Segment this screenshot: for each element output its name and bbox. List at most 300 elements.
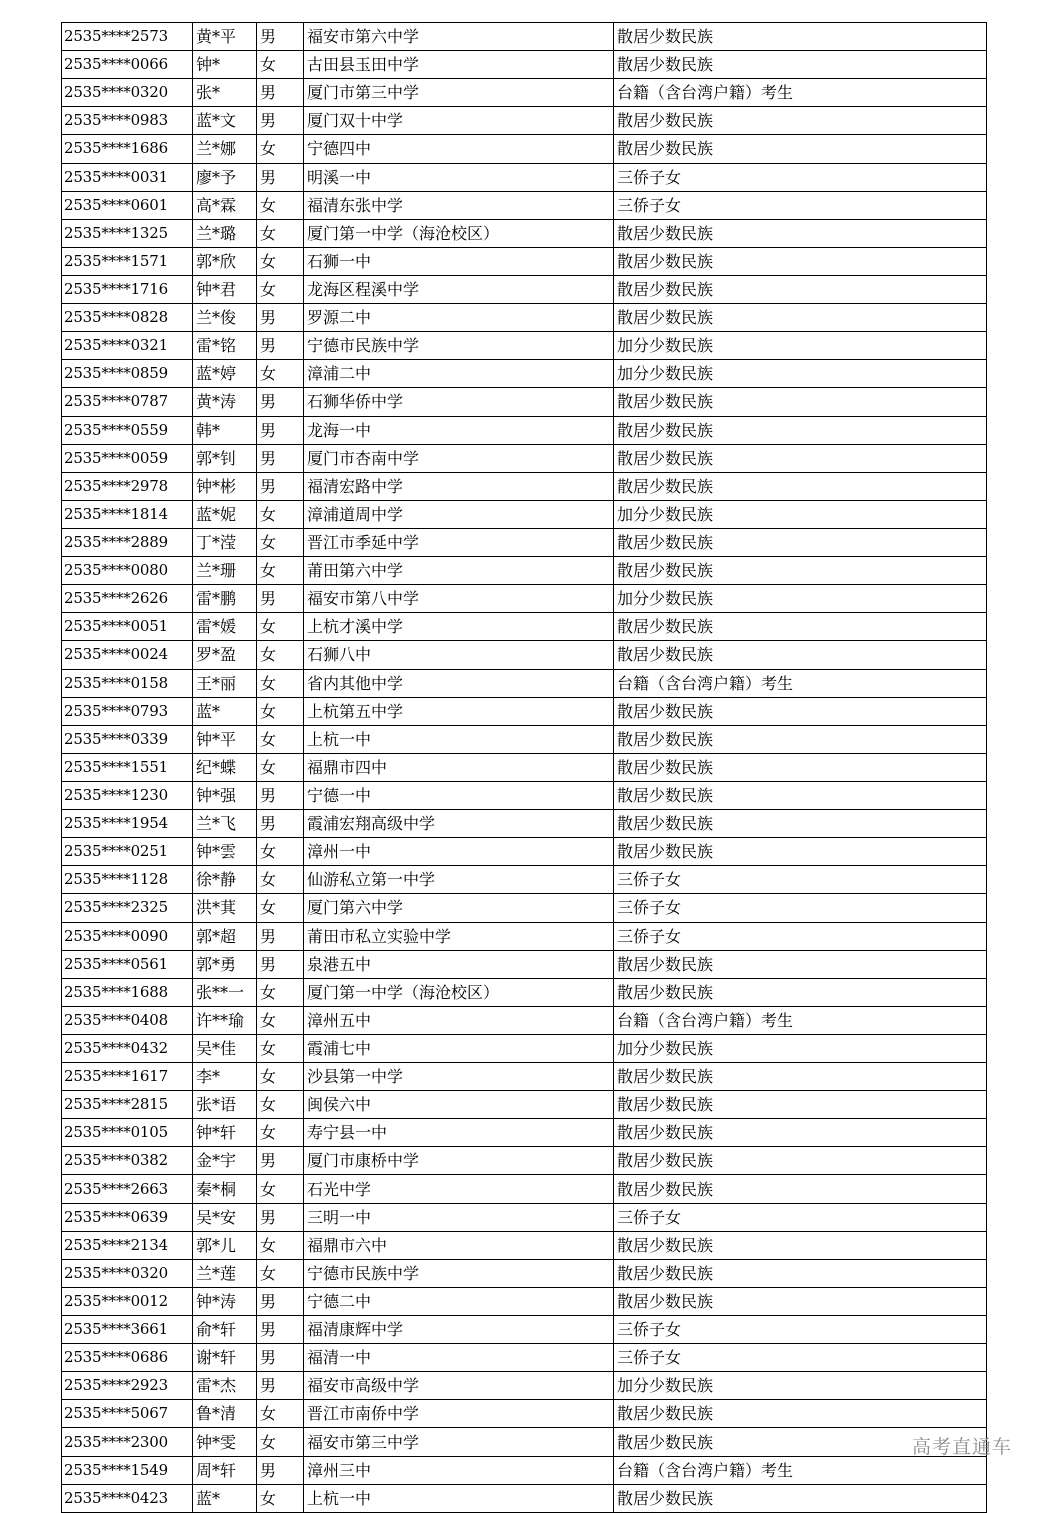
sex-cell: 女 xyxy=(257,1119,304,1147)
name-cell: 罗*盈 xyxy=(193,641,257,669)
name-cell: 郭*儿 xyxy=(193,1231,257,1259)
table-row xyxy=(62,894,987,922)
category-cell: 散居少数民族 xyxy=(614,557,987,585)
exam-id-cell: 2535****0080 xyxy=(62,557,193,585)
table-row xyxy=(62,950,987,978)
category-cell: 三侨子女 xyxy=(614,866,987,894)
exam-id-cell: 2535****2815 xyxy=(62,1091,193,1119)
name-cell: 雷*杰 xyxy=(193,1372,257,1400)
exam-id-cell: 2535****2573 xyxy=(62,23,193,51)
sex-cell: 女 xyxy=(257,1091,304,1119)
table-row xyxy=(62,1091,987,1119)
table-row xyxy=(62,472,987,500)
name-cell: 蓝* xyxy=(193,697,257,725)
table-row xyxy=(62,1400,987,1428)
school-cell: 福安市第三中学 xyxy=(304,1428,614,1456)
school-cell: 福鼎市四中 xyxy=(304,753,614,781)
category-cell: 散居少数民族 xyxy=(614,697,987,725)
school-cell: 厦门第一中学（海沧校区） xyxy=(304,978,614,1006)
sex-cell: 男 xyxy=(257,1316,304,1344)
school-cell: 省内其他中学 xyxy=(304,669,614,697)
sex-cell: 女 xyxy=(257,528,304,556)
exam-id-cell: 2535****1325 xyxy=(62,219,193,247)
exam-id-cell: 2535****1571 xyxy=(62,247,193,275)
school-cell: 厦门市第三中学 xyxy=(304,79,614,107)
school-cell: 漳浦二中 xyxy=(304,360,614,388)
sex-cell: 女 xyxy=(257,1400,304,1428)
category-cell: 散居少数民族 xyxy=(614,1428,987,1456)
sex-cell: 男 xyxy=(257,79,304,107)
sex-cell: 男 xyxy=(257,1147,304,1175)
sex-cell: 女 xyxy=(257,641,304,669)
exam-id-cell: 2535****3661 xyxy=(62,1316,193,1344)
name-cell: 张**一 xyxy=(193,978,257,1006)
name-cell: 金*宇 xyxy=(193,1147,257,1175)
name-cell: 吴*安 xyxy=(193,1203,257,1231)
category-cell: 散居少数民族 xyxy=(614,1147,987,1175)
exam-id-cell: 2535****0320 xyxy=(62,1259,193,1287)
sex-cell: 男 xyxy=(257,416,304,444)
category-cell: 散居少数民族 xyxy=(614,107,987,135)
table-row xyxy=(62,1372,987,1400)
table-row xyxy=(62,247,987,275)
exam-id-cell: 2535****0408 xyxy=(62,1006,193,1034)
school-cell: 三明一中 xyxy=(304,1203,614,1231)
table-row xyxy=(62,697,987,725)
exam-id-cell: 2535****1551 xyxy=(62,753,193,781)
category-cell: 三侨子女 xyxy=(614,163,987,191)
name-cell: 蓝* xyxy=(193,1484,257,1512)
category-cell: 散居少数民族 xyxy=(614,950,987,978)
school-cell: 石狮华侨中学 xyxy=(304,388,614,416)
exam-id-cell: 2535****1128 xyxy=(62,866,193,894)
category-cell: 散居少数民族 xyxy=(614,725,987,753)
exam-id-cell: 2535****0828 xyxy=(62,304,193,332)
sex-cell: 女 xyxy=(257,1484,304,1512)
exam-id-cell: 2535****0321 xyxy=(62,332,193,360)
exam-id-cell: 2535****0793 xyxy=(62,697,193,725)
school-cell: 漳州三中 xyxy=(304,1456,614,1484)
school-cell: 福清宏路中学 xyxy=(304,472,614,500)
name-cell: 郭*勇 xyxy=(193,950,257,978)
sex-cell: 男 xyxy=(257,444,304,472)
table-row xyxy=(62,416,987,444)
sex-cell: 男 xyxy=(257,472,304,500)
school-cell: 晋江市南侨中学 xyxy=(304,1400,614,1428)
school-cell: 闽侯六中 xyxy=(304,1091,614,1119)
school-cell: 福安市第六中学 xyxy=(304,23,614,51)
sex-cell: 女 xyxy=(257,1175,304,1203)
sex-cell: 女 xyxy=(257,51,304,79)
table-row xyxy=(62,922,987,950)
category-cell: 散居少数民族 xyxy=(614,304,987,332)
exam-id-cell: 2535****0320 xyxy=(62,79,193,107)
school-cell: 漳州一中 xyxy=(304,838,614,866)
category-cell: 散居少数民族 xyxy=(614,219,987,247)
category-cell: 三侨子女 xyxy=(614,1316,987,1344)
name-cell: 廖*予 xyxy=(193,163,257,191)
table-row xyxy=(62,1259,987,1287)
exam-id-cell: 2535****0601 xyxy=(62,191,193,219)
category-cell: 散居少数民族 xyxy=(614,753,987,781)
name-cell: 钟*雯 xyxy=(193,1428,257,1456)
sex-cell: 女 xyxy=(257,978,304,1006)
table-row xyxy=(62,781,987,809)
watermark-text: 高考直通车 xyxy=(912,1436,1013,1458)
exam-id-cell: 2535****1549 xyxy=(62,1456,193,1484)
exam-id-cell: 2535****0339 xyxy=(62,725,193,753)
category-cell: 台籍（含台湾户籍）考生 xyxy=(614,1006,987,1034)
sex-cell: 男 xyxy=(257,1456,304,1484)
name-cell: 蓝*妮 xyxy=(193,500,257,528)
category-cell: 台籍（含台湾户籍）考生 xyxy=(614,79,987,107)
table-row xyxy=(62,1231,987,1259)
category-cell: 散居少数民族 xyxy=(614,1091,987,1119)
category-cell: 散居少数民族 xyxy=(614,1400,987,1428)
sex-cell: 女 xyxy=(257,753,304,781)
name-cell: 蓝*婷 xyxy=(193,360,257,388)
exam-id-cell: 2535****2300 xyxy=(62,1428,193,1456)
table-row xyxy=(62,1034,987,1062)
category-cell: 三侨子女 xyxy=(614,1203,987,1231)
name-cell: 雷*铭 xyxy=(193,332,257,360)
category-cell: 散居少数民族 xyxy=(614,1063,987,1091)
sex-cell: 男 xyxy=(257,107,304,135)
table-row xyxy=(62,1175,987,1203)
sex-cell: 男 xyxy=(257,1203,304,1231)
category-cell: 散居少数民族 xyxy=(614,388,987,416)
school-cell: 漳浦道周中学 xyxy=(304,500,614,528)
name-cell: 黄*涛 xyxy=(193,388,257,416)
name-cell: 周*轩 xyxy=(193,1456,257,1484)
school-cell: 龙海一中 xyxy=(304,416,614,444)
table-row xyxy=(62,444,987,472)
table-row xyxy=(62,838,987,866)
exam-id-cell: 2535****0251 xyxy=(62,838,193,866)
school-cell: 寿宁县一中 xyxy=(304,1119,614,1147)
school-cell: 石狮一中 xyxy=(304,247,614,275)
name-cell: 钟*雲 xyxy=(193,838,257,866)
sex-cell: 男 xyxy=(257,950,304,978)
table-row xyxy=(62,557,987,585)
exam-id-cell: 2535****1716 xyxy=(62,275,193,303)
category-cell: 加分少数民族 xyxy=(614,332,987,360)
school-cell: 漳州五中 xyxy=(304,1006,614,1034)
exam-id-cell: 2535****1814 xyxy=(62,500,193,528)
school-cell: 福清一中 xyxy=(304,1344,614,1372)
name-cell: 徐*静 xyxy=(193,866,257,894)
student-table-body xyxy=(62,23,987,1513)
sex-cell: 女 xyxy=(257,1063,304,1091)
category-cell: 散居少数民族 xyxy=(614,1175,987,1203)
school-cell: 宁德市民族中学 xyxy=(304,332,614,360)
exam-id-cell: 2535****2134 xyxy=(62,1231,193,1259)
table-row xyxy=(62,51,987,79)
sex-cell: 男 xyxy=(257,304,304,332)
table-row xyxy=(62,1006,987,1034)
exam-id-cell: 2535****0983 xyxy=(62,107,193,135)
table-row xyxy=(62,500,987,528)
category-cell: 散居少数民族 xyxy=(614,978,987,1006)
table-row xyxy=(62,79,987,107)
name-cell: 钟*彬 xyxy=(193,472,257,500)
sex-cell: 女 xyxy=(257,191,304,219)
exam-id-cell: 2535****1686 xyxy=(62,135,193,163)
category-cell: 散居少数民族 xyxy=(614,472,987,500)
name-cell: 丁*滢 xyxy=(193,528,257,556)
category-cell: 台籍（含台湾户籍）考生 xyxy=(614,669,987,697)
exam-id-cell: 2535****0432 xyxy=(62,1034,193,1062)
sex-cell: 女 xyxy=(257,247,304,275)
exam-id-cell: 2535****0559 xyxy=(62,416,193,444)
name-cell: 兰*俊 xyxy=(193,304,257,332)
sex-cell: 女 xyxy=(257,1034,304,1062)
sex-cell: 女 xyxy=(257,613,304,641)
exam-id-cell: 2535****0059 xyxy=(62,444,193,472)
exam-id-cell: 2535****1688 xyxy=(62,978,193,1006)
name-cell: 蓝*文 xyxy=(193,107,257,135)
name-cell: 韩* xyxy=(193,416,257,444)
name-cell: 鲁*清 xyxy=(193,1400,257,1428)
table-row xyxy=(62,528,987,556)
student-list-sheet xyxy=(61,22,987,1513)
table-row xyxy=(62,1484,987,1512)
category-cell: 加分少数民族 xyxy=(614,500,987,528)
category-cell: 散居少数民族 xyxy=(614,1484,987,1512)
table-row xyxy=(62,304,987,332)
table-row xyxy=(62,866,987,894)
sex-cell: 女 xyxy=(257,135,304,163)
school-cell: 厦门市杏南中学 xyxy=(304,444,614,472)
school-cell: 厦门第六中学 xyxy=(304,894,614,922)
name-cell: 钟*平 xyxy=(193,725,257,753)
category-cell: 加分少数民族 xyxy=(614,1034,987,1062)
exam-id-cell: 2535****2889 xyxy=(62,528,193,556)
category-cell: 加分少数民族 xyxy=(614,585,987,613)
name-cell: 钟*轩 xyxy=(193,1119,257,1147)
category-cell: 散居少数民族 xyxy=(614,810,987,838)
category-cell: 三侨子女 xyxy=(614,922,987,950)
table-row xyxy=(62,275,987,303)
school-cell: 上杭才溪中学 xyxy=(304,613,614,641)
table-row xyxy=(62,1456,987,1484)
school-cell: 莆田第六中学 xyxy=(304,557,614,585)
school-cell: 厦门双十中学 xyxy=(304,107,614,135)
sex-cell: 男 xyxy=(257,23,304,51)
category-cell: 散居少数民族 xyxy=(614,1231,987,1259)
school-cell: 福清东张中学 xyxy=(304,191,614,219)
category-cell: 散居少数民族 xyxy=(614,135,987,163)
school-cell: 石狮八中 xyxy=(304,641,614,669)
name-cell: 谢*轩 xyxy=(193,1344,257,1372)
name-cell: 许**瑜 xyxy=(193,1006,257,1034)
table-row xyxy=(62,107,987,135)
category-cell: 散居少数民族 xyxy=(614,641,987,669)
exam-id-cell: 2535****5067 xyxy=(62,1400,193,1428)
school-cell: 福安市高级中学 xyxy=(304,1372,614,1400)
exam-id-cell: 2535****0859 xyxy=(62,360,193,388)
sex-cell: 女 xyxy=(257,1231,304,1259)
table-row xyxy=(62,23,987,51)
name-cell: 张*语 xyxy=(193,1091,257,1119)
name-cell: 兰*飞 xyxy=(193,810,257,838)
category-cell: 加分少数民族 xyxy=(614,360,987,388)
name-cell: 郭*欣 xyxy=(193,247,257,275)
exam-id-cell: 2535****0090 xyxy=(62,922,193,950)
exam-id-cell: 2535****0686 xyxy=(62,1344,193,1372)
table-row xyxy=(62,1316,987,1344)
sex-cell: 男 xyxy=(257,1372,304,1400)
name-cell: 雷*媛 xyxy=(193,613,257,641)
name-cell: 兰*娜 xyxy=(193,135,257,163)
school-cell: 福清康辉中学 xyxy=(304,1316,614,1344)
name-cell: 钟* xyxy=(193,51,257,79)
table-row xyxy=(62,219,987,247)
sex-cell: 男 xyxy=(257,332,304,360)
table-row xyxy=(62,1203,987,1231)
table-row xyxy=(62,1063,987,1091)
sex-cell: 男 xyxy=(257,781,304,809)
category-cell: 散居少数民族 xyxy=(614,51,987,79)
exam-id-cell: 2535****1230 xyxy=(62,781,193,809)
table-row xyxy=(62,1428,987,1456)
table-row xyxy=(62,641,987,669)
school-cell: 上杭一中 xyxy=(304,1484,614,1512)
sex-cell: 女 xyxy=(257,697,304,725)
exam-id-cell: 2535****0639 xyxy=(62,1203,193,1231)
school-cell: 宁德一中 xyxy=(304,781,614,809)
table-row xyxy=(62,1119,987,1147)
table-row xyxy=(62,810,987,838)
school-cell: 龙海区程溪中学 xyxy=(304,275,614,303)
category-cell: 散居少数民族 xyxy=(614,1119,987,1147)
sex-cell: 男 xyxy=(257,1287,304,1315)
category-cell: 散居少数民族 xyxy=(614,1287,987,1315)
sex-cell: 男 xyxy=(257,1344,304,1372)
school-cell: 仙游私立第一中学 xyxy=(304,866,614,894)
table-row xyxy=(62,1287,987,1315)
school-cell: 宁德二中 xyxy=(304,1287,614,1315)
name-cell: 郭*超 xyxy=(193,922,257,950)
sex-cell: 女 xyxy=(257,725,304,753)
exam-id-cell: 2535****2978 xyxy=(62,472,193,500)
exam-id-cell: 2535****2923 xyxy=(62,1372,193,1400)
school-cell: 上杭一中 xyxy=(304,725,614,753)
exam-id-cell: 2535****1954 xyxy=(62,810,193,838)
name-cell: 吴*佳 xyxy=(193,1034,257,1062)
school-cell: 晋江市季延中学 xyxy=(304,528,614,556)
table-row xyxy=(62,585,987,613)
exam-id-cell: 2535****0158 xyxy=(62,669,193,697)
name-cell: 兰*璐 xyxy=(193,219,257,247)
table-row xyxy=(62,135,987,163)
name-cell: 秦*桐 xyxy=(193,1175,257,1203)
exam-id-cell: 2535****2626 xyxy=(62,585,193,613)
name-cell: 兰*莲 xyxy=(193,1259,257,1287)
category-cell: 散居少数民族 xyxy=(614,275,987,303)
sex-cell: 女 xyxy=(257,1428,304,1456)
name-cell: 郭*钊 xyxy=(193,444,257,472)
table-row xyxy=(62,388,987,416)
name-cell: 李* xyxy=(193,1063,257,1091)
exam-id-cell: 2535****2663 xyxy=(62,1175,193,1203)
school-cell: 福鼎市六中 xyxy=(304,1231,614,1259)
sex-cell: 男 xyxy=(257,585,304,613)
exam-id-cell: 2535****0012 xyxy=(62,1287,193,1315)
category-cell: 散居少数民族 xyxy=(614,247,987,275)
sex-cell: 女 xyxy=(257,838,304,866)
sex-cell: 女 xyxy=(257,500,304,528)
name-cell: 洪*萁 xyxy=(193,894,257,922)
school-cell: 石光中学 xyxy=(304,1175,614,1203)
name-cell: 雷*鹏 xyxy=(193,585,257,613)
category-cell: 散居少数民族 xyxy=(614,781,987,809)
exam-id-cell: 2535****0382 xyxy=(62,1147,193,1175)
exam-id-cell: 2535****0423 xyxy=(62,1484,193,1512)
school-cell: 沙县第一中学 xyxy=(304,1063,614,1091)
category-cell: 散居少数民族 xyxy=(614,528,987,556)
school-cell: 宁德市民族中学 xyxy=(304,1259,614,1287)
school-cell: 宁德四中 xyxy=(304,135,614,163)
name-cell: 纪*蝶 xyxy=(193,753,257,781)
table-row xyxy=(62,360,987,388)
name-cell: 钟*君 xyxy=(193,275,257,303)
school-cell: 霞浦七中 xyxy=(304,1034,614,1062)
category-cell: 台籍（含台湾户籍）考生 xyxy=(614,1456,987,1484)
school-cell: 莆田市私立实验中学 xyxy=(304,922,614,950)
category-cell: 散居少数民族 xyxy=(614,416,987,444)
name-cell: 钟*强 xyxy=(193,781,257,809)
exam-id-cell: 2535****0024 xyxy=(62,641,193,669)
name-cell: 兰*珊 xyxy=(193,557,257,585)
school-cell: 泉港五中 xyxy=(304,950,614,978)
name-cell: 钟*涛 xyxy=(193,1287,257,1315)
sex-cell: 女 xyxy=(257,275,304,303)
school-cell: 明溪一中 xyxy=(304,163,614,191)
table-row xyxy=(62,332,987,360)
student-table xyxy=(61,22,987,1513)
sex-cell: 女 xyxy=(257,219,304,247)
category-cell: 加分少数民族 xyxy=(614,1372,987,1400)
name-cell: 张* xyxy=(193,79,257,107)
category-cell: 散居少数民族 xyxy=(614,838,987,866)
table-row xyxy=(62,669,987,697)
exam-id-cell: 2535****0105 xyxy=(62,1119,193,1147)
sex-cell: 女 xyxy=(257,1259,304,1287)
sex-cell: 男 xyxy=(257,388,304,416)
table-row xyxy=(62,978,987,1006)
sex-cell: 女 xyxy=(257,557,304,585)
school-cell: 厦门第一中学（海沧校区） xyxy=(304,219,614,247)
exam-id-cell: 2535****1617 xyxy=(62,1063,193,1091)
school-cell: 福安市第八中学 xyxy=(304,585,614,613)
exam-id-cell: 2535****0561 xyxy=(62,950,193,978)
name-cell: 王*丽 xyxy=(193,669,257,697)
sex-cell: 女 xyxy=(257,669,304,697)
table-row xyxy=(62,1344,987,1372)
sex-cell: 女 xyxy=(257,360,304,388)
category-cell: 散居少数民族 xyxy=(614,1259,987,1287)
exam-id-cell: 2535****0787 xyxy=(62,388,193,416)
category-cell: 散居少数民族 xyxy=(614,23,987,51)
sex-cell: 女 xyxy=(257,866,304,894)
category-cell: 三侨子女 xyxy=(614,191,987,219)
sex-cell: 男 xyxy=(257,810,304,838)
table-row xyxy=(62,725,987,753)
exam-id-cell: 2535****0051 xyxy=(62,613,193,641)
school-cell: 厦门市康桥中学 xyxy=(304,1147,614,1175)
school-cell: 上杭第五中学 xyxy=(304,697,614,725)
